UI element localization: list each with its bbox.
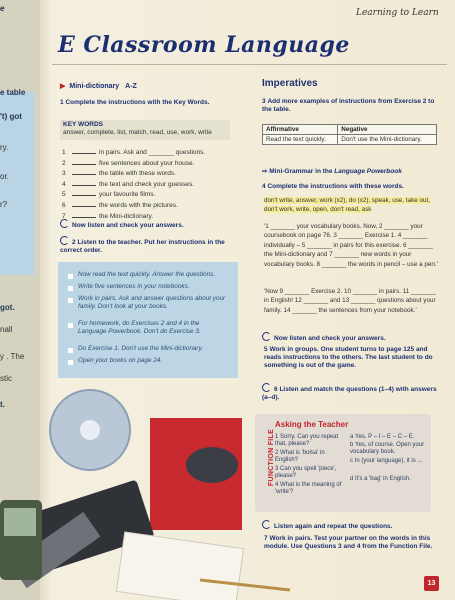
teacher-instruction: Now read the text quickly. Answer the questions. [78, 271, 216, 278]
left-page-line: t. [0, 400, 5, 409]
listen-check-1: Now listen and check your answers. [60, 219, 184, 230]
mini-grammar-link: ⇨ Mini-Grammar in the Language Powerbook [262, 168, 402, 175]
title-divider [52, 64, 447, 65]
left-page-line: ry. [0, 143, 9, 152]
teacher-instruction: Write five sentences in your notebooks. [78, 283, 190, 290]
answer-item: b Yes, of course. Open your vocabulary book. [350, 442, 425, 456]
cd-hole [80, 420, 100, 440]
left-page-line: stic [0, 374, 12, 383]
exercise-2-instruction: 2 Listen to the teacher. Put her instructions in the correct order. [60, 236, 235, 255]
question-item: 4 What is the meaning of 'write'? [275, 482, 342, 496]
list-item: 1 in pairs. Ask and _______ questions. [62, 149, 206, 156]
mini-dictionary-label: ▶ Mini-dictionary A-Z [60, 83, 137, 90]
list-item: 4 the text and check your guesses. [62, 180, 195, 188]
listen-check-2: Now listen and check your answers. [262, 332, 386, 343]
answer-item: d It's a 'bag' in English. [350, 476, 411, 482]
exercise-4-word-bank: don't write, answer, work (x2), do (x2), speak, use, take out, don't work, write, open, don't read, ask [264, 197, 431, 213]
teacher-instruction: Do Exercise 1. Don't use the Mini-dictionary. [78, 345, 204, 352]
exercise-7-instruction: 7 Work in pairs. Test your partner on the words in this module. Use Questions 3 and 4 from the Function File. [264, 535, 433, 550]
list-item: 3 the table with these words. [62, 170, 176, 178]
function-file-heading: Asking the Teacher [275, 420, 349, 429]
checkbox-square [68, 286, 73, 291]
left-page-line: or. [0, 172, 9, 181]
teacher-instruction: Work in pairs. Ask and answer questions about your family. Don't look at your books. [78, 295, 226, 310]
teacher-instruction: Open your books on page 24. [78, 357, 163, 364]
calculator-screen [4, 508, 36, 536]
answer-item: a Yes. P – I – E – C – E. [350, 434, 415, 440]
computer-mouse [186, 447, 238, 483]
exercise-4-paragraph-2: 'Now 9 _______ Exercise 2. 10 _______ in pairs. 11 _______ in English! 12 _______ and 13 _______ questions about your family. 14 _______ the sentences from your notebook.' [264, 288, 436, 314]
table-cell: Don't use the Mini-dictionary. [338, 135, 437, 145]
left-page-line: y . The [0, 352, 25, 361]
key-words-heading: KEY WORDS [63, 121, 103, 128]
imperatives-heading: Imperatives [262, 78, 318, 89]
checkbox-square [68, 298, 73, 303]
left-page-line: e table [0, 88, 26, 97]
paper-sheet [116, 532, 243, 600]
key-words-list: answer, complete, list, match, read, use, work, write [63, 129, 212, 136]
left-page-line: e [0, 4, 5, 13]
desk-photo [0, 380, 300, 600]
function-file-side-label: FUNCTION FILE [268, 428, 276, 487]
exercise-1-items [62, 147, 205, 221]
left-page-line: 't) got [0, 112, 22, 121]
arrow-icon: ▶ [60, 83, 66, 90]
checkbox-square [68, 348, 73, 353]
left-page-line: nall [0, 325, 13, 334]
checkbox-square [68, 323, 73, 328]
teacher-instructions-box [58, 262, 238, 378]
imperatives-table [262, 124, 437, 145]
list-item: 6 the words with the pictures. [62, 201, 178, 209]
page-number: 13 [424, 576, 439, 591]
running-title: Learning to Learn [356, 8, 439, 18]
listen-repeat: Listen again and repeat the questions. [262, 520, 392, 531]
checkbox-square [68, 360, 73, 365]
table-cell: Read the text quickly. [263, 135, 338, 145]
audio-icon [262, 332, 271, 341]
exercise-4-paragraph-1: '1 _______ your vocabulary books. Now, 2 _______ your coursebook on page 76. 3 _______ Exercise 1. 4 _______ individually – 5 _______ in pairs for this exercise. 6 _______ the Mini-dictionary and 7 _______ new words in your vocabulary books. 8 _______ the words in pencil – use a pen.' [264, 223, 438, 268]
exercise-1-instruction: 1 Complete the instructions with the Key Words. [60, 99, 210, 106]
exercise-3-instruction: 3 Add more examples of instructions from Exercise 2 to the table. [262, 98, 435, 113]
left-page-line: r? [0, 200, 8, 209]
audio-icon [60, 219, 69, 228]
list-item: 5 your favourite films. [62, 191, 156, 199]
answer-item: c In (your language), it is ... [350, 458, 423, 464]
exercise-4-instruction: 4 Complete the instructions with these words. [262, 183, 404, 190]
table-header: Affirmative [263, 125, 338, 135]
list-item: 2 five sentences about your house. [62, 159, 195, 167]
list-item: 7 the Mini-dictionary. [62, 212, 154, 220]
exercise-5-instruction: 5 Work in groups. One student turns to page 125 and reads instructions to the others. The last student to do something is out of the game. [264, 346, 433, 369]
exercise-6-instruction: 6 Listen and match the questions (1–4) with answers (a–d). [262, 383, 438, 402]
teacher-instruction: For homework, do Exercises 2 and 4 in the Language Powerbook. Don't do Exercise 3. [78, 320, 201, 335]
left-page-line: got. [0, 303, 15, 312]
question-item: 3 Can you spell 'piece', please? [275, 466, 337, 480]
question-item: 1 Sorry. Can you repeat that, please? [275, 434, 339, 448]
key-words-box [60, 120, 230, 140]
table-header: Negative [338, 125, 437, 135]
checkbox-square [68, 274, 73, 279]
arrow-icon: ⇨ [262, 168, 268, 175]
audio-icon [60, 236, 69, 245]
question-item: 2 What is 'bolsa' in English? [275, 450, 325, 464]
page-title: E Classroom Language [58, 32, 350, 58]
